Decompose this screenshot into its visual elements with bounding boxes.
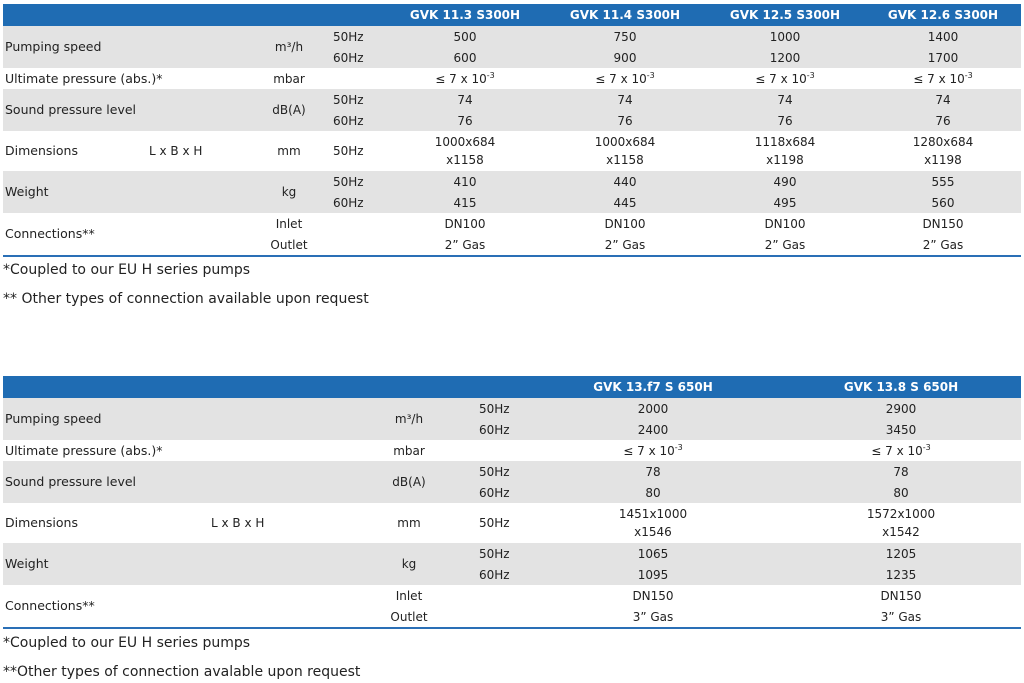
value-cell: x1198 xyxy=(924,153,962,167)
value-cell: 74 xyxy=(777,93,793,107)
value-cell: x1198 xyxy=(766,153,804,167)
value-cell: 900 xyxy=(613,51,637,65)
row-label: Dimensions xyxy=(5,143,78,158)
value-cell: 1451x1000 xyxy=(618,507,688,521)
value-cell: 76 xyxy=(777,114,793,128)
value-cell: 3” Gas xyxy=(632,610,674,624)
value-cell: 1065 xyxy=(637,547,669,561)
value-cell: 1235 xyxy=(885,568,917,582)
table-row-ultimate-pressure xyxy=(3,440,1021,461)
spec-table-2 xyxy=(3,376,1021,629)
value-cell: 1000x684 xyxy=(594,135,656,149)
value-cell: 2400 xyxy=(637,423,669,437)
table-2-header xyxy=(3,376,1021,398)
model-header: GVK 12.6 S300H xyxy=(887,8,999,22)
value-cell: 415 xyxy=(453,196,477,210)
value-cell: 750 xyxy=(613,30,637,44)
value-cell: 1000 xyxy=(769,30,801,44)
table-row-weight xyxy=(3,543,1021,585)
value-cell: 2” Gas xyxy=(604,238,646,252)
value-cell: 1000x684 xyxy=(434,135,496,149)
table-row-weight xyxy=(3,171,1021,213)
value-cell: ≤ 7 x $10^{-3}$ xyxy=(623,443,683,458)
value-cell: ≤ 7 x $10^{-3}$ xyxy=(435,71,495,86)
value-cell: 440 xyxy=(613,175,637,189)
model-header: GVK 13.f7 S 650H xyxy=(593,380,713,394)
freq-label: 50Hz xyxy=(479,402,510,416)
value-cell: 445 xyxy=(613,196,637,210)
footnote: *Coupled to our EU H series pumps xyxy=(3,635,251,651)
row-label: Sound pressure level xyxy=(5,474,137,489)
exponent: -3 xyxy=(806,71,815,80)
exponent: -3 xyxy=(922,443,931,452)
freq-label: 60Hz xyxy=(479,423,510,437)
row-label: Pumping speed xyxy=(5,39,102,54)
row-label: Ultimate pressure (abs.)* xyxy=(5,71,163,86)
value-cell: 2” Gas xyxy=(444,238,486,252)
value-cell: 410 xyxy=(453,175,477,189)
sub-label: L x B x H xyxy=(211,516,265,530)
unit-label: m³/h xyxy=(394,412,424,426)
sub-label: Inlet xyxy=(275,217,303,231)
freq-label: 60Hz xyxy=(479,486,510,500)
value-cell: DN150 xyxy=(880,589,922,603)
model-header: GVK 12.5 S300H xyxy=(729,8,841,22)
table-row-connections xyxy=(3,213,1021,255)
value-cell: 1118x684 xyxy=(754,135,816,149)
freq-label: 50Hz xyxy=(333,93,364,107)
row-label: Pumping speed xyxy=(5,411,102,426)
value-cell: DN100 xyxy=(764,217,806,231)
exponent: -3 xyxy=(646,71,655,80)
value-cell: 2900 xyxy=(885,402,917,416)
table-row-ultimate-pressure xyxy=(3,68,1021,89)
value-cell: x1546 xyxy=(634,525,672,539)
unit-label: mm xyxy=(397,516,421,530)
table-rule xyxy=(3,627,1021,629)
model-header: GVK 13.8 S 650H xyxy=(843,380,959,394)
value-cell: 1280x684 xyxy=(912,135,974,149)
table-1-header xyxy=(3,4,1021,26)
value-cell: x1158 xyxy=(446,153,484,167)
value-cell: x1542 xyxy=(882,525,920,539)
unit-label: kg xyxy=(281,185,297,199)
table-row-pumping-speed xyxy=(3,26,1021,68)
row-label: Connections** xyxy=(5,598,95,613)
table-row-pumping-speed xyxy=(3,398,1021,440)
unit-label: kg xyxy=(401,557,417,571)
value-cell: 76 xyxy=(617,114,633,128)
value-cell: DN100 xyxy=(444,217,486,231)
exponent: -3 xyxy=(674,443,683,452)
value-cell: 1200 xyxy=(769,51,801,65)
footnote: **Other types of connection avalable upon request xyxy=(3,664,361,680)
value-cell: 3450 xyxy=(885,423,917,437)
freq-label: 60Hz xyxy=(333,51,364,65)
table-row-dimensions xyxy=(3,131,1021,171)
unit-label: mbar xyxy=(273,72,305,86)
value-cell: 74 xyxy=(617,93,633,107)
value-cell: 3” Gas xyxy=(880,610,922,624)
footnote: ** Other types of connection available upon request xyxy=(3,291,369,307)
freq-label: 60Hz xyxy=(333,196,364,210)
freq-label: 50Hz xyxy=(333,175,364,189)
value-cell: DN150 xyxy=(922,217,964,231)
value-cell: 600 xyxy=(453,51,477,65)
freq-label: 60Hz xyxy=(479,568,510,582)
unit-label: mbar xyxy=(393,444,425,458)
value-cell: DN150 xyxy=(632,589,674,603)
value-cell: 2” Gas xyxy=(922,238,964,252)
unit-label: dB(A) xyxy=(392,475,426,489)
value-cell: 80 xyxy=(893,486,909,500)
sub-label: L x B x H xyxy=(149,144,203,158)
value-cell: ≤ 7 x $10^{-3}$ xyxy=(755,71,815,86)
value-cell: 1572x1000 xyxy=(866,507,936,521)
sub-label: Outlet xyxy=(390,610,428,624)
table-row-connections xyxy=(3,585,1021,627)
sub-label: Outlet xyxy=(270,238,308,252)
value-cell: x1158 xyxy=(606,153,644,167)
value-cell: 74 xyxy=(935,93,951,107)
value-cell: 1700 xyxy=(927,51,959,65)
value-cell: 1400 xyxy=(927,30,959,44)
row-label: Dimensions xyxy=(5,515,78,530)
value-cell: 76 xyxy=(457,114,473,128)
value-cell: 560 xyxy=(931,196,955,210)
exponent: -3 xyxy=(964,71,973,80)
value-cell: 2” Gas xyxy=(764,238,806,252)
value-cell: 78 xyxy=(893,465,909,479)
value-cell: 2000 xyxy=(637,402,669,416)
spec-table-1 xyxy=(3,4,1021,257)
freq-label: 50Hz xyxy=(333,144,364,158)
model-header: GVK 11.3 S300H xyxy=(409,8,521,22)
value-cell: ≤ 7 x $10^{-3}$ xyxy=(913,71,973,86)
value-cell: 1205 xyxy=(885,547,917,561)
exponent: -3 xyxy=(486,71,495,80)
unit-label: m³/h xyxy=(274,40,304,54)
table-row-sound-pressure xyxy=(3,461,1021,503)
value-cell: 1095 xyxy=(637,568,669,582)
value-cell: 80 xyxy=(645,486,661,500)
freq-label: 50Hz xyxy=(479,547,510,561)
value-cell: 76 xyxy=(935,114,951,128)
row-label: Weight xyxy=(5,556,49,571)
model-header: GVK 11.4 S300H xyxy=(569,8,681,22)
value-cell: 495 xyxy=(773,196,797,210)
sub-label: Inlet xyxy=(395,589,423,603)
table-row-dimensions xyxy=(3,503,1021,543)
row-label: Connections** xyxy=(5,226,95,241)
value-cell: DN100 xyxy=(604,217,646,231)
freq-label: 50Hz xyxy=(333,30,364,44)
freq-label: 60Hz xyxy=(333,114,364,128)
value-cell: 78 xyxy=(645,465,661,479)
value-cell: 490 xyxy=(773,175,797,189)
value-cell: 500 xyxy=(453,30,477,44)
unit-label: mm xyxy=(277,144,301,158)
row-label: Weight xyxy=(5,184,49,199)
footnote: *Coupled to our EU H series pumps xyxy=(3,262,251,278)
unit-label: dB(A) xyxy=(272,103,306,117)
row-label: Ultimate pressure (abs.)* xyxy=(5,443,163,458)
value-cell: ≤ 7 x $10^{-3}$ xyxy=(871,443,931,458)
freq-label: 50Hz xyxy=(479,465,510,479)
value-cell: 74 xyxy=(457,93,473,107)
value-cell: 555 xyxy=(931,175,955,189)
table-row-sound-pressure xyxy=(3,89,1021,131)
value-cell: ≤ 7 x $10^{-3}$ xyxy=(595,71,655,86)
freq-label: 50Hz xyxy=(479,516,510,530)
row-label: Sound pressure level xyxy=(5,102,137,117)
table-rule xyxy=(3,255,1021,257)
